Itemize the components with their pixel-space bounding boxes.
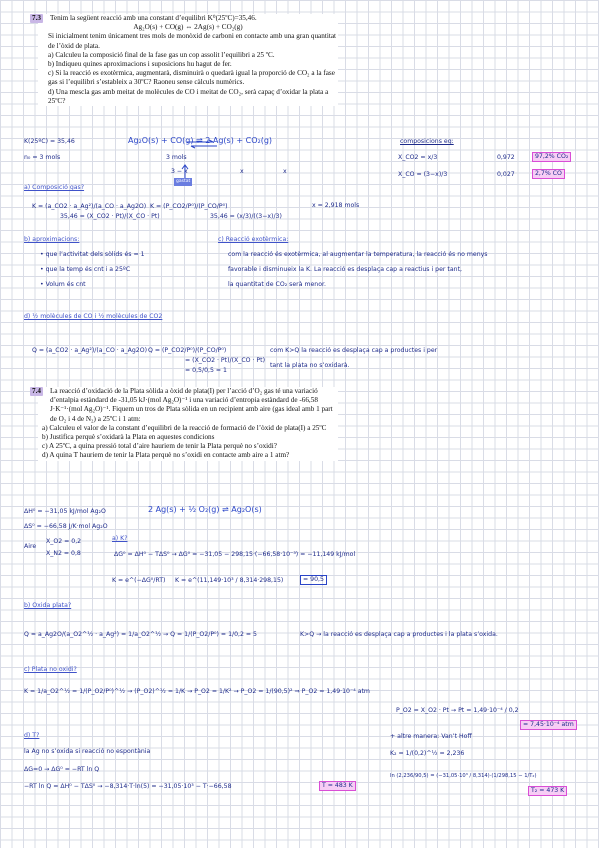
reaction-equation: 2 Ag(s) + ½ O₂(g) ⇌ Ag₂O(s) (148, 505, 262, 514)
initial-moles: n₀ = 3 mols (24, 154, 61, 161)
x-o2: X_O2 = 0,2 (46, 538, 82, 545)
approx-text: que l’activitat dels sòlids és = 1 (45, 251, 145, 258)
xco2-value: 0,972 (497, 154, 515, 161)
k-result-box: = 90,5 (300, 575, 327, 585)
problem-line: d) Una mescla gas amb meitat de molècules de CO i meitat de CO₂, serà capaç d’oxidar la plata a 25ºC? (48, 87, 329, 105)
ice-change: 3 − x (171, 168, 188, 175)
part-c-line: la quantitat de CO₂ serà menor. (228, 281, 326, 288)
ice-gastat-label: gastat (176, 179, 191, 184)
k-step: K = (P_CO2/P⁰)/(P_CO/P⁰) (150, 203, 228, 210)
part-a-heading: a) Composició gas? (24, 184, 85, 191)
q-conclusion: tant la plata no s’oxidarà. (270, 362, 350, 369)
delta-h: ΔH⁰ = −31,05 kJ/mol Ag₂O (24, 508, 106, 515)
q-conclusion: com K>Q la reacció es desplaça cap a productes i per (270, 347, 438, 354)
q-line: Q = a_Ag2O/(a_O2^½ · a_Ag²) = 1/a_O2^½ → Q = 1/(P_O2/P⁰) = 1/0,2 = 5 (24, 631, 257, 638)
xco-label: X_CO = (3−x)/3 (398, 171, 448, 178)
k-exponential: K = e^(−ΔG⁰/RT) (112, 577, 166, 584)
problem-number: 7.4 (32, 387, 41, 395)
gastat-arrow-icon (180, 164, 190, 178)
x-result: x = 2,918 mols (312, 202, 360, 209)
part-c-line: com la reacció és exotèrmica, al augmentar la temperatura, la reacció és no menys (228, 251, 488, 258)
t-result-box: T = 483 K (319, 781, 356, 791)
approx-text: que la temp és cnt i a 25ºC (45, 266, 131, 273)
part-a-heading: a) K? (112, 535, 128, 542)
alt-method-title: + altre manera: Van’t Hoff (390, 733, 472, 740)
d-line: ΔG=0 → ΔG⁰ = −RT ln Q (24, 766, 100, 773)
k-line: K = 1/a_O2^½ = 1/(P_O2/P⁰)^½ → (P_O2)^½ = 1/K → P_O2 = 1/K² → P_O2 = 1/(90,5)² ⇒ P_O2 = 1,49·10⁻⁴ atm (24, 688, 370, 695)
approx-text: Volum és cnt (45, 281, 86, 288)
ice-x-ag: x (240, 168, 244, 175)
delta-g-line: ΔG⁰ = ΔH⁰ − TΔS⁰ → ΔG⁰ = −31,05 − 298,15·(−66,58·10⁻³) = −11,149 kJ/mol (114, 551, 356, 558)
pt-line: P_O2 = X_O2 · Pt → Pt = 1,49·10⁻⁴ / 0,2 (396, 707, 519, 714)
compositions-title: composicions eq: (400, 138, 454, 145)
d-line: −RT ln Q = ΔH⁰ − TΔS⁰ → −8,314·T·ln(5) = −31,05·10³ − T·−66,58 (24, 783, 232, 790)
problem-line: a) Calculeu la composició final de la fase gas un cop assolit l’equilibri a 25 ºC. (48, 50, 275, 59)
alt-result-box: T₂ = 473 K (528, 786, 567, 796)
alt-equation: ln (2,236/90,5) = (−31,05·10³ / 8,314)·(1/298,15 − 1/T₂) (390, 773, 537, 779)
problem-7-3-block (32, 14, 338, 106)
part-c-heading: c) Reacció exotèrmica: (218, 236, 289, 243)
xco2-label: X_CO2 = x/3 (398, 154, 438, 161)
x-n2: X_N2 = 0,8 (46, 550, 81, 557)
problem-7-4-block (32, 387, 338, 461)
problem-line: a) Calculeu el valor de la constant d’equilibri de la reacció de formació de l’òxid de plata(I) a 25ºC (42, 423, 327, 432)
xco-result-box: 2,7% CO (532, 169, 565, 179)
q-step1: Q = (P_CO2/P⁰)/(P_CO/P⁰) (148, 347, 227, 354)
q-step2: = (X_CO2 · Pt)/(X_CO · Pt) (185, 357, 265, 364)
xco-value: 0,027 (497, 171, 515, 178)
pt-result-box: = 7,45·10⁻⁴ atm (520, 720, 577, 730)
k-equals: 35,46 = (X_CO2 · Pt)/(X_CO · Pt) (60, 213, 160, 220)
problem-line: d) A quina T hauriem de tenir la Plata perquè no s’oxidi en contacte amb aire a 1 atm? (42, 451, 290, 460)
problem-equation: Ag₂O(s) + CO(g) ⇔ 2Ag(s) + CO₂(g) (133, 23, 243, 32)
reaction-equation: Ag₂O(s) + CO(g) ⇌ 2 Ag(s) + CO₂(g) (128, 136, 273, 145)
delta-s: ΔS⁰ = −66,58 J/K·mol Ag₂O (24, 523, 108, 530)
xco2-result-box: 97,2% CO₂ (532, 152, 571, 162)
part-c-line: favorable i disminueix la K. La reacció es desplaça cap a reactius i per tant, (228, 266, 462, 273)
part-d-heading: d) ½ molècules de CO i ½ molècules de CO2 (24, 313, 163, 320)
problem-intro: Tenim la següent reacció amb una constant d’equilibri K⁰(25ºC)=35,46. (50, 14, 257, 22)
problem-line: c) A 25ºC, a quina pressió total d’aire hauriem de tenir la Plata perquè no s’oxidi? (42, 442, 277, 451)
d-line: la Ag no s’oxida si reacció no espontània (24, 748, 151, 755)
problem-number: 7.3 (32, 14, 41, 22)
k-value: K(25ºC) = 35,46 (24, 138, 75, 145)
approx-item: • que la temp és cnt i a 25ºC (40, 266, 131, 273)
k-substitution: 35,46 = (x/3)/((3−x)/3) (210, 213, 282, 220)
problem-intro: La reacció d’oxidació de la Plata sòlida a òxid de plata(I) per l’acció d’O₂ gas té una variació d’entalpia estàndard de -31,05 kJ·(mol Ag₂O)⁻¹ i una variació d’entropia estàndard de -66,58 J·K⁻¹·(mol Ag₂O)⁻¹. Fiquem un tros de Plata sòlida en un recipient amb aire (gas ideal amb 1 part de O₂ i 4 de N₂) a 25ºC i 1 atm: (50, 387, 333, 423)
approx-item: • Volum és cnt (40, 281, 86, 288)
q-conclusion: K>Q → la reacció es desplaça cap a productes i la plata s’oxida. (300, 631, 498, 638)
part-b-heading: b) Oxida plata? (24, 602, 72, 609)
part-d-heading: d) T? (24, 732, 40, 739)
problem-line: Si inicialment tenim únicament tres mols de monòxid de carboni en contacte amb una gran quantitat de l’òxid de plata. (48, 32, 337, 50)
air-label: Aire (24, 543, 37, 550)
problem-line: b) Indiqueu quines aproximacions i suposicions hu hagut de fer. (48, 60, 232, 69)
problem-line: c) Si la reacció es exotèrmica, augmentarà, disminuirà o quedarà igual la proporció de CO₂ a la fase gas si l’equilibri s’estableix a 30ºC? Raoneu sense càlculs numèrics. (48, 69, 335, 87)
equilibrium-arrow-icon (187, 140, 217, 148)
part-c-heading: c) Plata no oxidi? (24, 666, 77, 673)
q-step3: = 0,5/0,5 = 1 (185, 367, 227, 374)
alt-k: K₂ = 1/(0,2)^½ = 2,236 (390, 750, 465, 757)
ice-initial: 3 mols (166, 154, 187, 161)
problem-line: b) Justifica perquè s’oxidarà la Plata en aquestes condicions (42, 433, 215, 442)
q-expression: Q = (a_CO2 · a_Ag²)/(a_CO · a_Ag2O) (32, 347, 147, 354)
ice-x-co2: x (283, 168, 287, 175)
part-b-heading: b) aproximacions: (24, 236, 80, 243)
approx-item: • que l’activitat dels sòlids és = 1 (40, 251, 145, 258)
k-expression: K = (a_CO2 · a_Ag²)/(a_CO · a_Ag2O) (32, 203, 147, 210)
k-exponential-2: K = e^(11,149·10³ / 8,314·298,15) (175, 577, 284, 584)
